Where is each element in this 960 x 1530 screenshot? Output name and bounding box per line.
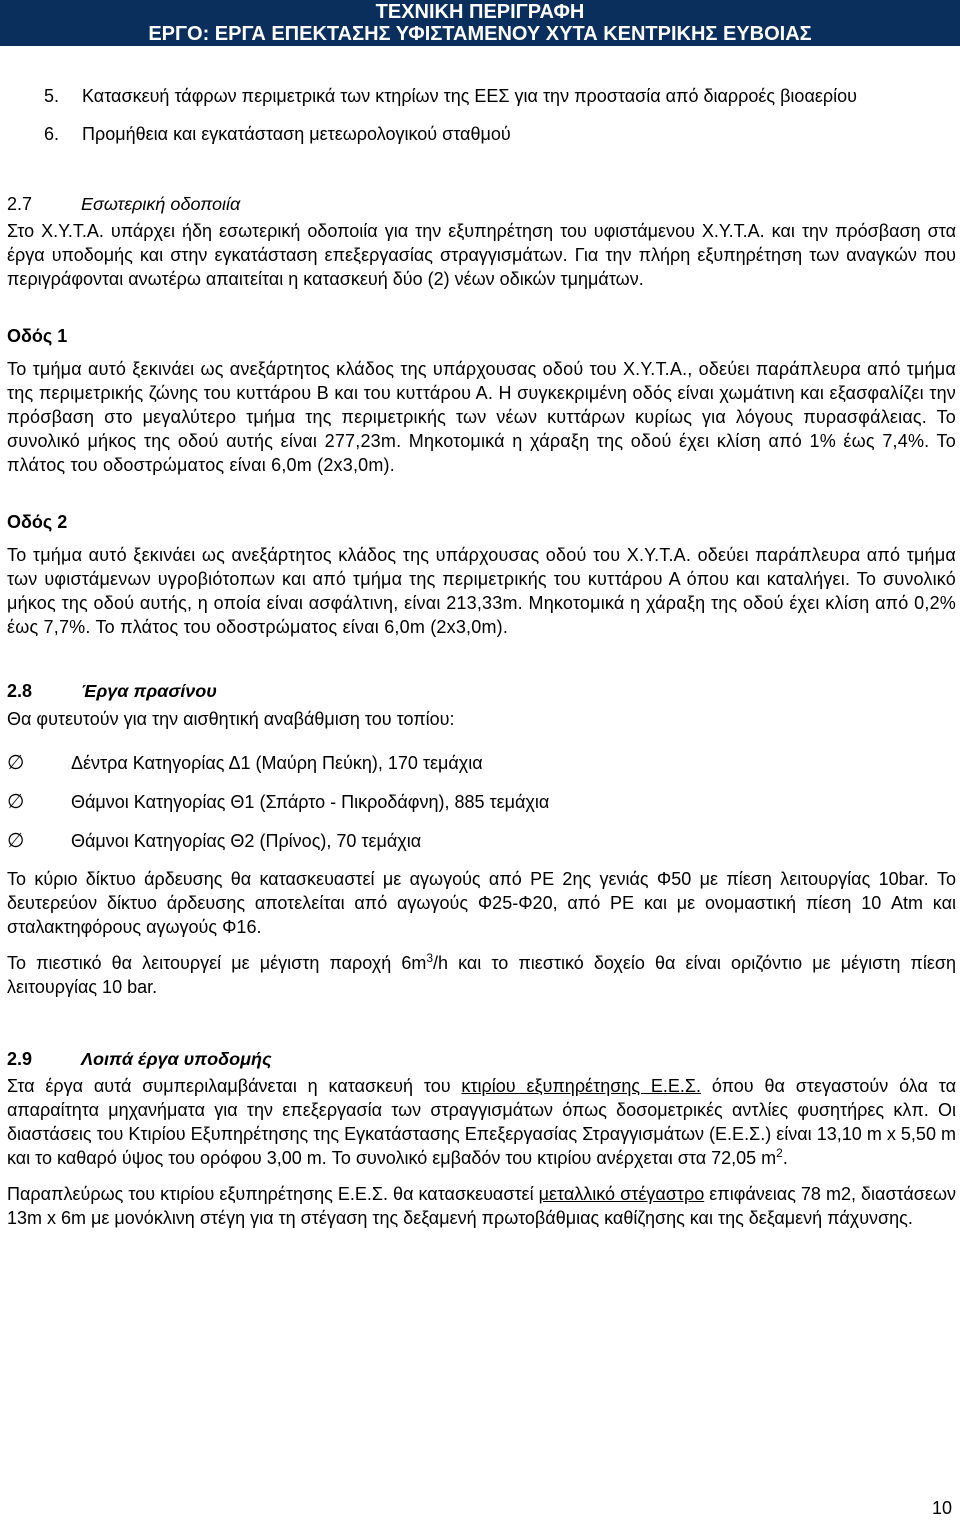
section-number: 2.7 — [7, 194, 33, 214]
empty-set-bullet-icon: ∅ — [7, 829, 25, 852]
document-header — [0, 0, 960, 46]
underlined-text: μεταλλικό στέγαστρο — [538, 1184, 705, 1204]
text-run: όπου θα στεγαστούν όλα τα απαραίτητα μηχανήματα για την επεξεργασία των στραγγισμάτων όπως δοσομετρικές αντλίες φυσητήρες κλπ. Οι διαστάσεις του Κτιρίου Εξυπηρέτησης της Εγκατάστασης Επεξεργασίας Στραγγισμάτων (Ε.Ε.Σ.) είναι 13,10 m x 5,50 m και το καθαρό ύψος του ορόφου 3,00 m. Το συνολικό εμβαδόν του κτιρίου ανέρχεται στα 72,05 m — [7, 1076, 956, 1168]
header-project: ΕΡΓΟ: ΕΡΓΑ ΕΠΕΚΤΑΣΗΣ ΥΦΙΣΤΑΜΕΝΟΥ ΧΥΤΑ ΚΕΝΤΡΙΚΗΣ ΕΥΒΟΙΑΣ — [148, 23, 812, 45]
text-run: Στα έργα αυτά συμπεριλαμβάνεται η κατασκευή του — [7, 1076, 462, 1096]
list-item — [7, 782, 956, 821]
list-item-text: Κατασκευή τάφρων περιμετρικά των κτηρίων της ΕΕΣ για την προστασία από διαρροές βιοαερίου — [82, 86, 857, 106]
section-heading-2-8 — [7, 679, 956, 703]
underlined-text: κτιρίου εξυπηρέτησης Ε.Ε.Σ. — [461, 1076, 701, 1096]
section-number: 2.9 — [7, 1049, 33, 1069]
paragraph: Στο Χ.Υ.Τ.Α. υπάρχει ήδη εσωτερική οδοποιία για την εξυπηρέτηση του υφιστάμενου Χ.Υ.Τ.Α. και την πρόσβαση στα έργα υποδομής και στην εγκατάσταση επεξεργασίας στραγγισμάτων. Για την πλήρη εξυπηρέτηση των αναγκών που περιγράφονται ανωτέρω απαιτείται η κατασκευή δύο (2) νέων οδικών τμημάτων. — [7, 221, 956, 289]
numbered-list — [7, 84, 956, 146]
list-item — [7, 122, 956, 146]
list-item-text: Προμήθεια και εγκατάσταση μετεωρολογικού σταθμού — [82, 124, 511, 144]
section-title: Έργα πρασίνου — [81, 681, 217, 701]
page-number: 10 — [931, 1498, 952, 1518]
list-item-number: 6. — [44, 124, 60, 144]
planting-list — [7, 743, 956, 860]
section-number: 2.8 — [7, 681, 33, 701]
text-run: Το πιεστικό θα λειτουργεί με μέγιστη παροχή 6m — [7, 953, 427, 973]
section-title: Εσωτερική οδοποιία — [81, 194, 241, 214]
list-item-number: 5. — [44, 86, 60, 106]
section-heading-2-7 — [7, 192, 956, 216]
road-1-heading: Οδός 1 — [7, 326, 68, 346]
paragraph: Το τμήμα αυτό ξεκινάει ως ανεξάρτητος κλάδος της υπάρχουσας οδού του Χ.Υ.Τ.Α. οδεύει παράπλευρα από τμήμα των υφιστάμενων υγροβιότοπων και από τμήμα της περιμετρικής του κυττάρου Α όπου και καταλήγει. Το συνολικό μήκος της οδού αυτής, η οποία είναι ασφάλτινη, είναι 213,33m. Μηκοτομικά η χάραξη της οδού έχει κλίση από 0,2% έως 7,7%. Το πλάτος του οδοστρώματος είναι 6,0m (2x3,0m). — [7, 545, 956, 637]
empty-set-bullet-icon: ∅ — [7, 790, 25, 813]
paragraph: Θα φυτευτούν για την αισθητική αναβάθμιση του τοπίου: — [7, 709, 455, 729]
paragraph — [7, 951, 956, 999]
list-item-text: Θάμνοι Κατηγορίας Θ1 (Σπάρτο - Πικροδάφνη), 885 τεμάχια — [71, 791, 550, 812]
superscript: 2 — [776, 1146, 783, 1160]
paragraph: Το τμήμα αυτό ξεκινάει ως ανεξάρτητος κλάδος της υπάρχουσας οδού του Χ.Υ.Τ.Α., οδεύει παράπλευρα από τμήμα της περιμετρικής ζώνης του κυττάρου Β και του κυττάρου Α. Η συγκεκριμένη οδός είναι χωμάτινη και εξασφαλίζει την πρόσβαση στο μεγαλύτερο τμήμα της περιμετρικής των νέων κυττάρων κυρίως για λόγους πυρασφάλειας. Το συνολικό μήκος της οδού αυτής είναι 277,23m. Μηκοτομικά η χάραξη της οδού έχει κλίση από 1% έως 7,4%. Το πλάτος του οδοστρώματος είναι 6,0m (2x3,0m). — [7, 359, 956, 475]
paragraph — [7, 1074, 956, 1170]
list-item-text: Δέντρα Κατηγορίας Δ1 (Μαύρη Πεύκη), 170 τεμάχια — [71, 752, 483, 773]
road-2-heading: Οδός 2 — [7, 512, 68, 532]
paragraph — [7, 1182, 956, 1230]
empty-set-bullet-icon: ∅ — [7, 751, 25, 774]
list-item — [7, 821, 956, 860]
paragraph: Το κύριο δίκτυο άρδευσης θα κατασκευαστεί με αγωγούς από PE 2ης γενιάς Φ50 με πίεση λειτουργίας 10bar. Το δευτερεύον δίκτυο άρδευσης αποτελείται από αγωγούς Φ25-Φ20, από PE και με ονομαστική πίεση 10 Atm και σταλακτηφόρους αγωγούς Φ16. — [7, 869, 956, 937]
text-run: Παραπλεύρως του κτιρίου εξυπηρέτησης Ε.Ε.Σ. θα κατασκευαστεί — [7, 1184, 539, 1204]
list-item — [7, 84, 956, 108]
text-run: . — [782, 1148, 788, 1168]
section-heading-2-9 — [7, 1047, 956, 1071]
text-run: επιφάνειας 78 m2, διαστάσεων 13m x 6m με μονόκλινη στέγη για τη στέγαση της δεξαμενή πρωτοβάθμιας καθίζησης και της δεξαμενή πάχυνσης. — [7, 1184, 956, 1228]
header-title: ΤΕΧΝΙΚΗ ΠΕΡΙΓΡΑΦΗ — [375, 1, 585, 23]
text-run: /h και το πιεστικό δοχείο θα είναι οριζόντιο με μέγιστη πίεση λειτουργίας 10 bar. — [7, 953, 956, 997]
list-item-text: Θάμνοι Κατηγορίας Θ2 (Πρίνος), 70 τεμάχια — [71, 830, 422, 851]
section-title: Λοιπά έργα υποδομής — [81, 1049, 272, 1069]
list-item — [7, 743, 956, 782]
superscript: 3 — [426, 951, 434, 965]
page-body — [7, 84, 956, 1230]
